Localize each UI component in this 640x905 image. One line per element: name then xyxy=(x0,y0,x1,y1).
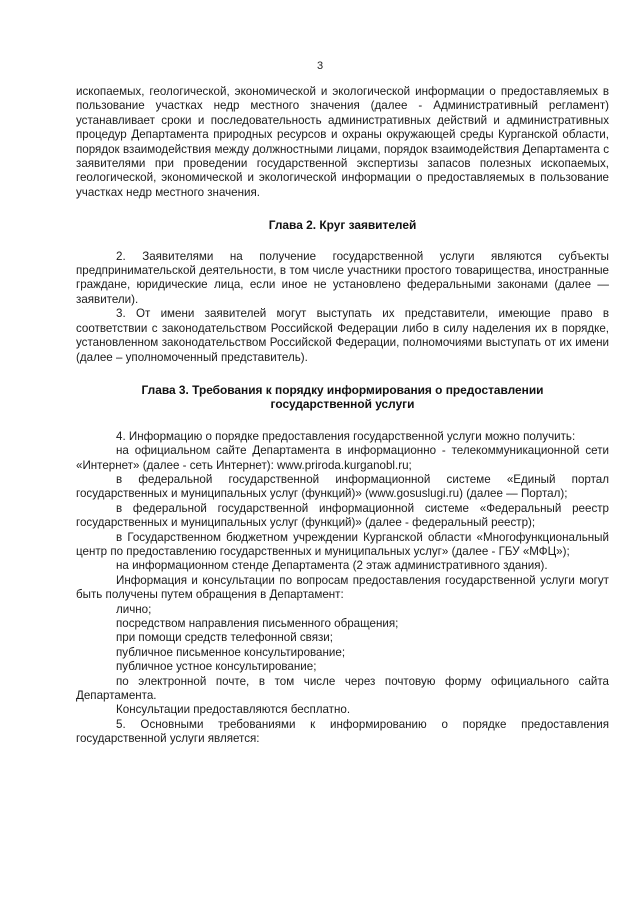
paragraph-2: 2. Заявителями на получение государственной услуги являются субъекты предпринимательской деятельности, в том числе участники простого товарищества, иностранные граждане, юридические лица, если иное не установлено федеральными законами (далее — заявители). xyxy=(76,249,609,306)
paragraph-4: 4. Информацию о порядке предоставления государственной услуги можно получить: xyxy=(116,429,576,443)
consultation-free: Консультации предоставляются бесплатно. xyxy=(116,703,351,717)
document-body xyxy=(76,85,609,747)
method-public-written: публичное письменное консультирование; xyxy=(116,645,346,659)
consultation-intro: Информация и консультации по вопросам предоставления государственной услуги могут быть получены путем обращения в Департамент: xyxy=(76,573,609,602)
chapter-2-heading: Глава 2. Круг заявителей xyxy=(268,218,417,233)
method-phone: при помощи средств телефонной связи; xyxy=(116,631,334,645)
paragraph-5: 5. Основными требованиями к информированию о порядке предоставления государственной услуги является: xyxy=(76,717,609,746)
method-written: посредством направления письменного обращения; xyxy=(116,617,399,630)
info-source-registry: в федеральной государственной информационной системе «Федеральный реестр государственных и муниципальных услуг (функций)» (далее - федеральный реестр); xyxy=(76,501,609,530)
page-number: 3 xyxy=(316,60,324,72)
info-source-portal: в федеральной государственной информационной системе «Единый портал государственных и муниципальных услуг (функций)» (www.gosuslugi.ru) (далее — Портал); xyxy=(76,472,609,501)
method-email: по электронной почте, в том числе через почтовую форму официального сайта Департамента. xyxy=(76,674,609,703)
method-public-oral: публичное устное консультирование; xyxy=(116,660,317,674)
info-source-stand: на информационном стенде Департамента (2 этаж административного здания). xyxy=(116,559,548,573)
method-in-person: лично; xyxy=(116,602,152,616)
info-source-website: на официальном сайте Департамента в информационно - телекоммуникационной сети «Интернет» (далее - сеть Интернет): www.priroda.kurganobl.ru; xyxy=(76,444,609,472)
intro-paragraph: ископаемых, геологической, экономической и экологической информации о предоставляемых в пользование участках недр местного значения (далее - Административный регламент) устанавливает сроки и последовательность административных действий и административных процедур Департамента природных ресурсов и охраны окружающей среды Курганской области, порядок взаимодействия между должностными лицами, порядок взаимодействия Департамента с заявителями при проведении государственной экспертизы запасов полезных ископаемых, геологической, экономической и экологической информации о предоставляемых в пользование участках недр местного значения. xyxy=(76,85,609,199)
chapter-3-heading: Глава 3. Требования к порядку информирования о предоставлении государственной услуги xyxy=(141,382,544,412)
info-source-mfc: в Государственном бюджетном учреждении Курганской области «Многофункциональный центр по предоставлению государственных и муниципальных услуг» (далее - ГБУ «МФЦ»); xyxy=(76,530,609,558)
paragraph-3: 3. От имени заявителей могут выступать их представители, имеющие право в соответствии с законодательством Российской Федерации либо в силу наделения их в порядке, установленном законодательством Российской Федерации, полномочиями выступать от их имени (далее – уполномоченный представитель). xyxy=(76,307,609,364)
